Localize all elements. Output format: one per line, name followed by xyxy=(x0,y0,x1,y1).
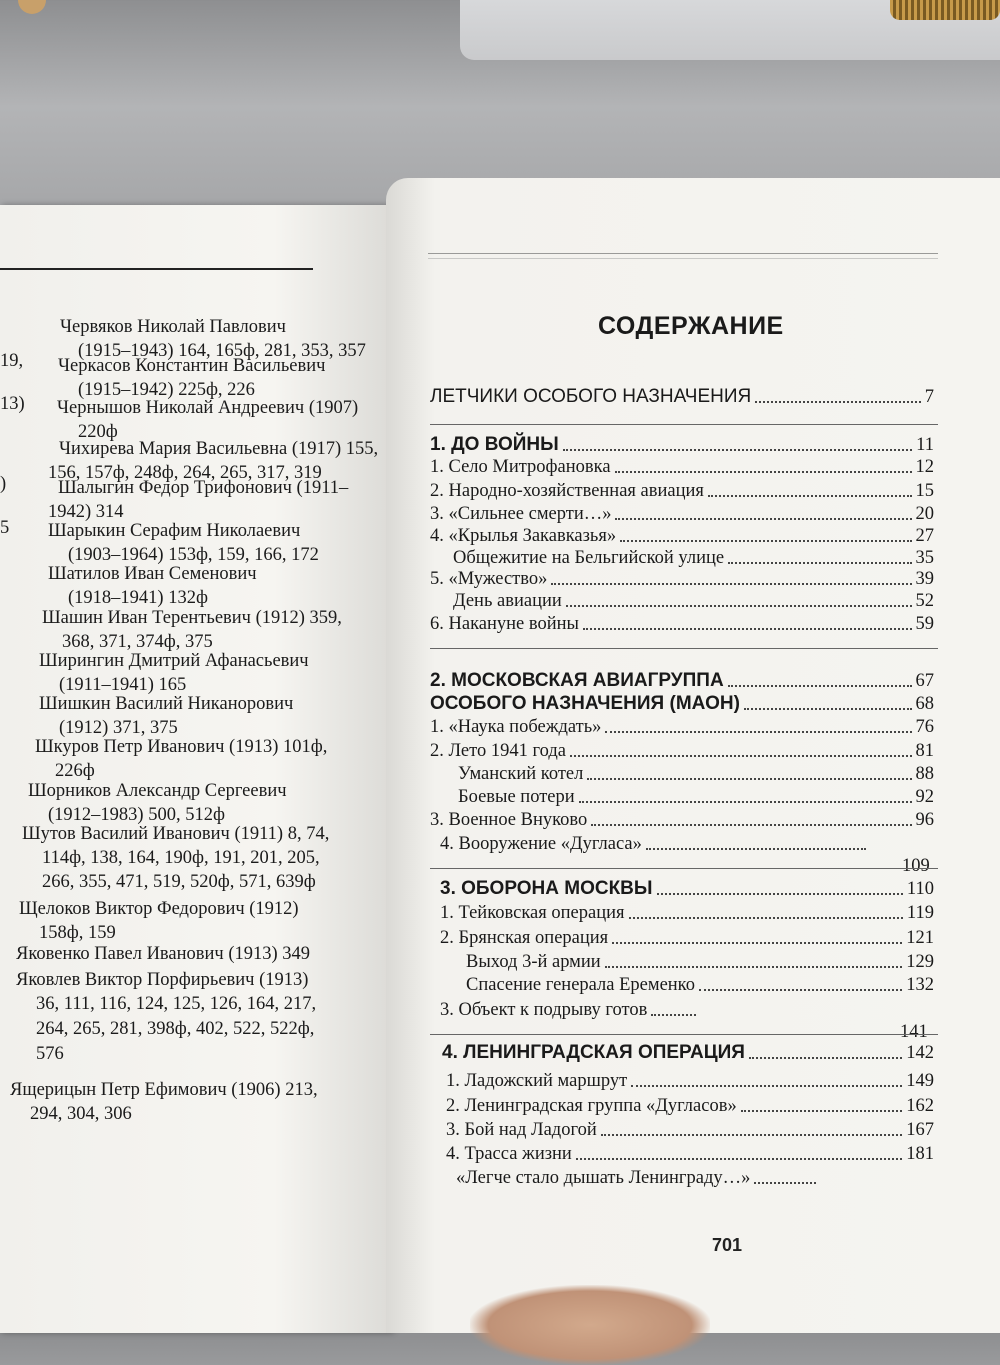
toc-entry-title: ОСОБОГО НАЗНАЧЕНИЯ (МАОН) xyxy=(430,693,740,714)
leader-dots xyxy=(601,1134,903,1136)
index-entry-pages: 264, 265, 281, 398ф, 402, 522, 522ф, xyxy=(36,1019,315,1039)
toc-entry-title: 1. «Наука побеждать» xyxy=(430,717,602,737)
index-entry-name: Шкуров Петр Иванович (1913) 101ф, xyxy=(35,737,328,757)
section-divider xyxy=(430,424,938,425)
index-entry-pages: 294, 304, 306 xyxy=(30,1104,132,1124)
index-entry-name: Чихирева Мария Васильевна (1917) 155, xyxy=(59,439,379,459)
toc-entry-page: 129 xyxy=(906,952,934,972)
toc-entry-page: 81 xyxy=(915,741,934,761)
toc-entry-page: 27 xyxy=(915,526,934,546)
toc-item xyxy=(440,831,870,855)
leader-dots xyxy=(728,562,911,564)
toc-item xyxy=(430,807,934,831)
margin-fragment: 19, xyxy=(0,351,24,371)
toc-entry-page: 20 xyxy=(915,504,934,524)
leader-dots xyxy=(651,1014,696,1016)
index-entry-pages: 368, 371, 374ф, 375 xyxy=(62,632,213,652)
leader-dots xyxy=(612,942,902,944)
leader-dots xyxy=(605,731,911,733)
index-entry-name: Шарыкин Серафим Николаевич xyxy=(48,521,301,541)
toc-entry-title: 3. Объект к подрыву готов xyxy=(440,1000,648,1020)
toc-entry-page: 162 xyxy=(906,1096,934,1116)
index-entry-name: Яковлев Виктор Порфирьевич (1913) xyxy=(16,970,309,990)
left-page-rule xyxy=(0,268,313,270)
leader-dots xyxy=(629,917,903,919)
index-entry-name: Ящерицын Петр Ефимович (1906) 213, xyxy=(10,1080,318,1100)
toc-item xyxy=(446,1068,934,1092)
toc-entry-page: 96 xyxy=(915,810,934,830)
index-entry-name: Чернышов Николай Андреевич (1907) xyxy=(57,398,359,418)
toc-entry-page: 92 xyxy=(915,787,934,807)
toc-entry-page: 149 xyxy=(906,1071,934,1091)
toc-entry-title: 1. ДО ВОЙНЫ xyxy=(430,434,559,455)
toc-entry-title: 1. Ладожский маршрут xyxy=(446,1071,628,1091)
toc-entry-title: 1. Село Митрофановка xyxy=(430,457,611,477)
thumbtack-icon xyxy=(18,0,46,14)
index-entry-name: Шорников Александр Сергеевич xyxy=(28,781,287,801)
toc-entry-title: 1. Тейковская операция xyxy=(440,903,625,923)
leader-dots xyxy=(708,495,912,497)
toc-item xyxy=(446,1141,934,1165)
leader-dots xyxy=(646,848,866,850)
index-entry-name: Шишкин Василий Никанорович xyxy=(39,694,294,714)
toc-entry-title: 2. Ленинградская группа «Дугласов» xyxy=(446,1096,737,1116)
index-entry-name: Черкасов Константин Васильевич xyxy=(58,356,326,376)
toc-entry-title: ЛЕТЧИКИ ОСОБОГО НАЗНАЧЕНИЯ xyxy=(430,386,752,407)
leader-dots xyxy=(749,1057,902,1059)
index-entry-pages: (1912–1983) 500, 512ф xyxy=(48,805,225,825)
index-entry-pages: (1903–1964) 153ф, 159, 166, 172 xyxy=(68,545,319,565)
toc-entry-page: 121 xyxy=(906,928,934,948)
toc-item xyxy=(430,501,934,525)
toc-entry-page: 59 xyxy=(915,614,934,634)
toc-trailing-page: 141 xyxy=(900,1022,928,1042)
toc-entry-page: 167 xyxy=(906,1120,934,1140)
index-entry-name: Червяков Николай Павлович xyxy=(60,317,286,337)
toc-entry-title: 5. «Мужество» xyxy=(430,569,548,589)
leader-dots xyxy=(587,778,911,780)
toc-entry-page: 88 xyxy=(915,764,934,784)
section-divider xyxy=(430,868,938,869)
toc-entry-page: 132 xyxy=(906,975,934,995)
leader-dots xyxy=(631,1085,902,1087)
leader-dots xyxy=(755,401,921,403)
toc-title: СОДЕРЖАНИЕ xyxy=(598,312,784,340)
toc-entry-title: 2. Брянская операция xyxy=(440,928,609,948)
clip-spring xyxy=(890,0,1000,20)
toc-section xyxy=(440,876,934,900)
toc-entry-page: 67 xyxy=(915,671,934,691)
index-entry-pages: (1915–1942) 225ф, 226 xyxy=(78,380,255,400)
toc-entry-title: Спасение генерала Еременко xyxy=(466,975,695,995)
index-entry-pages: 156, 157ф, 248ф, 264, 265, 317, 319 xyxy=(48,463,322,483)
toc-item xyxy=(458,784,934,808)
toc-item xyxy=(446,1093,934,1117)
toc-section xyxy=(442,1040,934,1064)
index-entry-pages: (1918–1941) 132ф xyxy=(68,588,208,608)
toc-entry-page: 110 xyxy=(906,879,934,899)
section-divider xyxy=(430,1034,938,1035)
toc-intro xyxy=(430,384,934,408)
leader-dots xyxy=(744,708,912,710)
leader-dots xyxy=(576,1158,902,1160)
toc-item xyxy=(466,972,934,996)
index-entry-pages: 266, 355, 471, 519, 520ф, 571, 639ф xyxy=(42,872,316,892)
leader-dots xyxy=(583,628,912,630)
leader-dots xyxy=(551,583,911,585)
toc-entry-title: 4. Трасса жизни xyxy=(446,1144,572,1164)
leader-dots xyxy=(591,824,911,826)
toc-item xyxy=(466,949,934,973)
toc-entry-title: 6. Накануне войны xyxy=(430,614,579,634)
toc-item xyxy=(458,761,934,785)
toc-item xyxy=(440,925,934,949)
toc-entry-page: 76 xyxy=(915,717,934,737)
leader-dots xyxy=(699,989,902,991)
index-entry-pages: (1911–1941) 165 xyxy=(59,675,187,695)
toc-entry-page: 119 xyxy=(906,903,934,923)
leader-dots xyxy=(615,471,912,473)
toc-entry-title: 3. ОБОРОНА МОСКВЫ xyxy=(440,878,653,899)
leader-dots xyxy=(563,449,912,451)
toc-item xyxy=(440,900,934,924)
index-entry-name: Щелоков Виктор Федорович (1912) xyxy=(19,899,299,919)
index-entry-name: Ширингин Дмитрий Афанасьевич xyxy=(39,651,309,671)
page-number: 701 xyxy=(712,1235,743,1255)
toc-trailing-page: 109 xyxy=(902,856,930,876)
index-entry-name: Яковенко Павел Иванович (1913) 349 xyxy=(16,944,311,964)
toc-item xyxy=(430,523,934,547)
toc-entry-title: 3. Военное Внуково xyxy=(430,810,588,830)
leader-dots xyxy=(579,801,912,803)
leader-dots xyxy=(754,1182,816,1184)
index-entry-name: Шутов Василий Иванович (1911) 8, 74, xyxy=(22,824,330,844)
index-entry-pages: 114ф, 138, 164, 190ф, 191, 201, 205, xyxy=(42,848,320,868)
leader-dots xyxy=(570,755,912,757)
toc-entry-title: 4. ЛЕНИНГРАДСКАЯ ОПЕРАЦИЯ xyxy=(442,1042,745,1063)
index-entry-pages: 36, 111, 116, 124, 125, 126, 164, 217, xyxy=(36,994,317,1014)
toc-entry-title: 4. «Крылья Закавказья» xyxy=(430,526,617,546)
toc-entry-page: 35 xyxy=(915,548,934,568)
toc-item xyxy=(453,588,934,612)
index-entry-pages: 576 xyxy=(36,1044,64,1064)
toc-section xyxy=(430,691,934,715)
leader-dots xyxy=(728,685,912,687)
toc-entry-title: Уманский котел xyxy=(458,764,584,784)
section-divider xyxy=(430,648,938,649)
toc-entry-title: День авиации xyxy=(453,591,562,611)
leader-dots xyxy=(620,540,911,542)
index-entry-pages: 1942) 314 xyxy=(48,502,124,522)
toc-section xyxy=(430,668,934,692)
toc-entry-title: «Легче стало дышать Ленинграду…» xyxy=(456,1168,751,1188)
toc-item xyxy=(430,454,934,478)
leader-dots xyxy=(605,966,903,968)
toc-section xyxy=(430,432,934,456)
toc-entry-title: 2. МОСКОВСКАЯ АВИАГРУППА xyxy=(430,670,724,691)
margin-fragment: ) xyxy=(0,474,7,494)
toc-item xyxy=(430,738,934,762)
toc-entry-page: 181 xyxy=(906,1144,934,1164)
leader-dots xyxy=(615,518,911,520)
toc-item xyxy=(440,997,700,1021)
leader-dots xyxy=(741,1110,903,1112)
toc-entry-page: 52 xyxy=(915,591,934,611)
index-entry-name: Шатилов Иван Семенович xyxy=(48,564,257,584)
leader-dots xyxy=(657,893,903,895)
toc-entry-page: 12 xyxy=(915,457,934,477)
toc-item xyxy=(456,1165,820,1189)
toc-entry-title: 3. Бой над Ладогой xyxy=(446,1120,597,1140)
toc-item xyxy=(430,714,934,738)
index-entry-pages: 226ф xyxy=(55,761,95,781)
toc-item xyxy=(430,566,934,590)
toc-item xyxy=(430,611,934,635)
finger xyxy=(470,1285,710,1365)
right-page-rule xyxy=(428,253,938,254)
toc-entry-page: 7 xyxy=(924,387,934,407)
toc-entry-title: 2. Народно-хозяйственная авиация xyxy=(430,481,704,501)
toc-entry-page: 68 xyxy=(915,694,934,714)
toc-item xyxy=(446,1117,934,1141)
toc-entry-title: Выход 3-й армии xyxy=(466,952,601,972)
index-entry-pages: (1912) 371, 375 xyxy=(59,718,178,738)
toc-entry-title: 2. Лето 1941 года xyxy=(430,741,566,761)
toc-entry-title: 3. «Сильнее смерти…» xyxy=(430,504,612,524)
toc-entry-page: 39 xyxy=(915,569,934,589)
index-entry-pages: 158ф, 159 xyxy=(39,923,116,943)
toc-entry-page: 15 xyxy=(915,481,934,501)
toc-entry-page: 11 xyxy=(916,435,934,455)
toc-entry-title: Общежитие на Бельгийской улице xyxy=(453,548,725,568)
toc-entry-title: 4. Вооружение «Дугласа» xyxy=(440,834,642,854)
margin-fragment: 13) xyxy=(0,394,25,414)
toc-item xyxy=(430,478,934,502)
margin-fragment: 5 xyxy=(0,518,10,538)
toc-entry-page: 142 xyxy=(906,1043,934,1063)
index-entry-pages: (1915–1943) 164, 165ф, 281, 353, 357 xyxy=(78,341,366,361)
index-entry-name: Шашин Иван Терентьевич (1912) 359, xyxy=(42,608,342,628)
right-page-rule-thin xyxy=(428,258,938,259)
index-entry-name: Шалыгин Федор Трифонович (1911– xyxy=(58,478,349,498)
toc-entry-title: Боевые потери xyxy=(458,787,575,807)
leader-dots xyxy=(566,605,912,607)
index-entry-pages: 220ф xyxy=(78,422,118,442)
